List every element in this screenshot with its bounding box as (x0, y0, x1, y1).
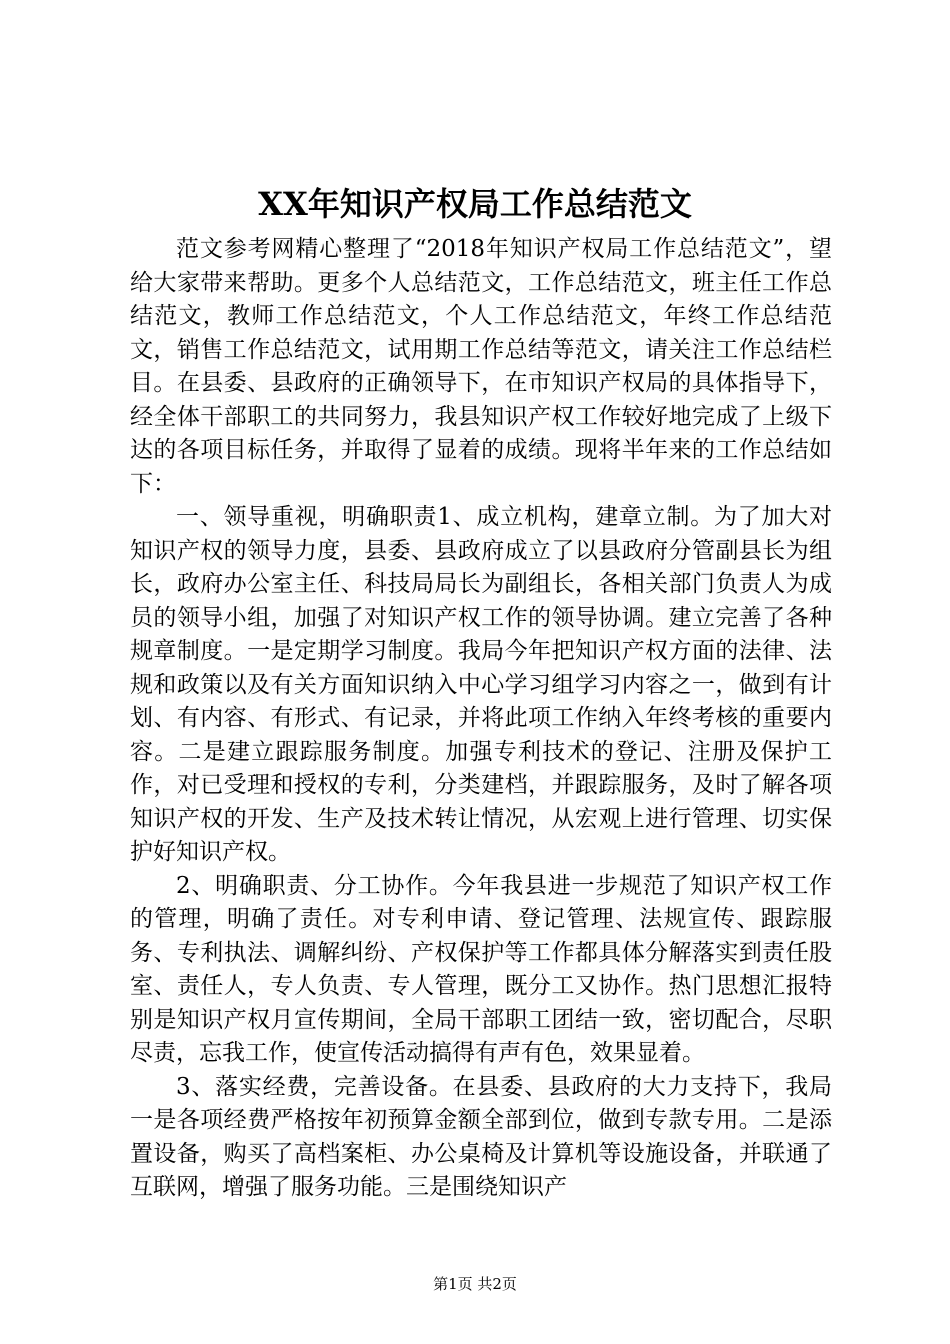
document-body (130, 233, 832, 1205)
paragraph-intro: 范文参考网精心整理了“2018年知识产权局工作总结范文”，望给大家带来帮助。更多个人总结范文，工作总结范文，班主任工作总结范文，教师工作总结范文，个人工作总结范文，年终工作总结范文，销售工作总结范文，试用期工作总结等范文，请关注工作总结栏目。在县委、县政府的正确领导下，在市知识产权局的具体指导下，经全体干部职工的共同努力，我县知识产权工作较好地完成了上级下达的各项目标任务，并取得了显着的成绩。现将半年来的工作总结如下： (130, 236, 832, 497)
paragraph-section-1: 一、领导重视，明确职责1、成立机构，建章立制。为了加大对知识产权的领导力度，县委、县政府成立了以县政府分管副县长为组长，政府办公室主任、科技局局长为副组长，各相关部门负责人为成员的领导小组，加强了对知识产权工作的领导协调。建立完善了各种规章制度。一是定期学习制度。我局今年把知识产权方面的法律、法规和政策以及有关方面知识纳入中心学习组学习内容之一，做到有计划、有内容、有形式、有记录，并将此项工作纳入年终考核的重要内容。二是建立跟踪服务制度。加强专利技术的登记、注册及保护工作，对已受理和授权的专利，分类建档，并跟踪服务，及时了解各项知识产权的开发、生产及技术转让情况，从宏观上进行管理、切实保护好知识产权。 (130, 504, 832, 865)
document-title: XX年知识产权局工作总结范文 (258, 185, 692, 223)
page-number-footer: 第1页 共2页 (433, 1275, 517, 1293)
paragraph-section-3: 3、落实经费，完善设备。在县委、县政府的大力支持下，我局一是各项经费严格按年初预算金额全部到位，做到专款专用。二是添置设备，购买了高档案柜、办公桌椅及计算机等设施设备，并联通了互联网，增强了服务功能。三是围绕知识产 (130, 1073, 832, 1200)
paragraph-section-2: 2、明确职责、分工协作。今年我县进一步规范了知识产权工作的管理，明确了责任。对专利申请、登记管理、法规宣传、跟踪服务、专利执法、调解纠纷、产权保护等工作都具体分解落实到责任股室、责任人，专人负责、专人管理，既分工又协作。热门思想汇报特别是知识产权月宣传期间，全局干部职工团结一致，密切配合，尽职尽责，忘我工作，使宣传活动搞得有声有色，效果显着。 (130, 872, 832, 1066)
